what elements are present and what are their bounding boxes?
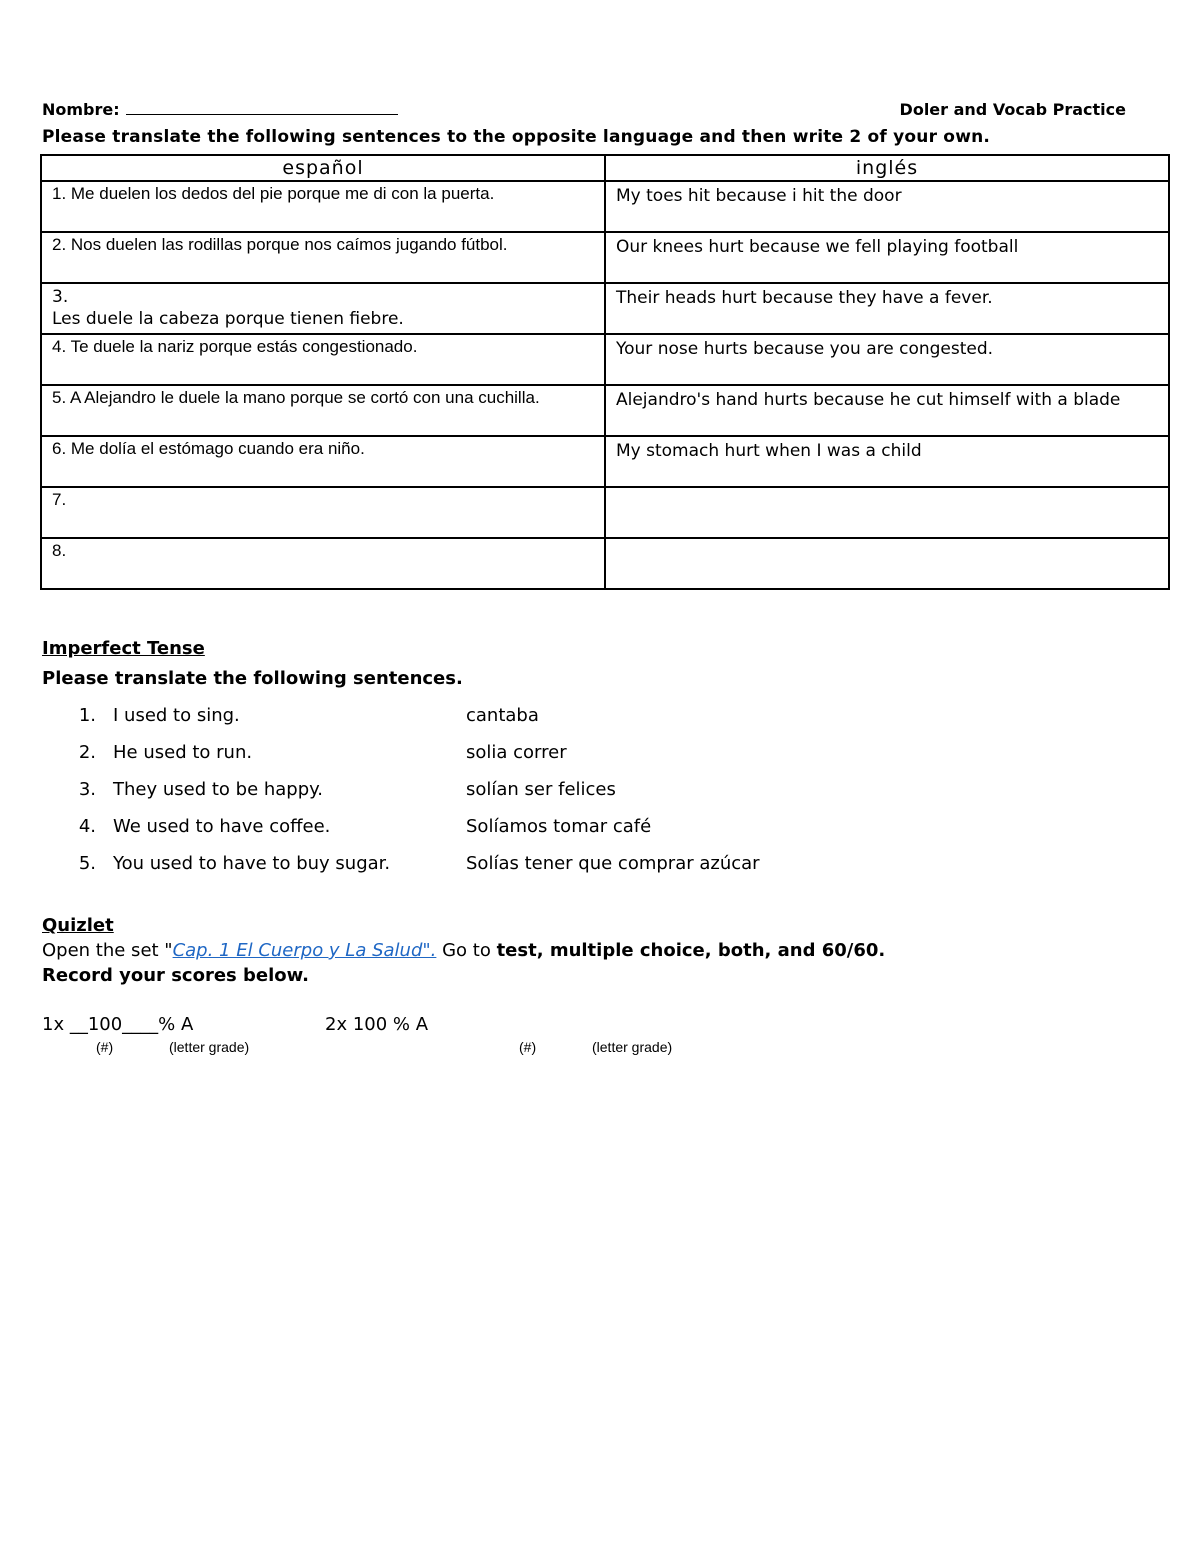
spanish-cell[interactable]: 8.: [41, 538, 605, 589]
spanish-cell[interactable]: 2. Nos duelen las rodillas porque nos caímos jugando fútbol.: [41, 232, 605, 283]
table-header-row: [41, 155, 1169, 181]
english-cell[interactable]: Our knees hurt because we fell playing football: [605, 232, 1169, 283]
spanish-cell[interactable]: 7.: [41, 487, 605, 538]
list-item-english: They used to be happy.: [113, 779, 323, 800]
spanish-cell[interactable]: [41, 283, 605, 334]
imperfect-subtitle: Please translate the following sentences.: [42, 668, 463, 689]
row-number: 3.: [52, 287, 69, 307]
list-item-english: He used to run.: [113, 742, 253, 763]
english-cell[interactable]: Your nose hurts because you are congested.: [605, 334, 1169, 385]
english-cell[interactable]: Alejandro's hand hurts because he cut himself with a blade: [605, 385, 1169, 436]
list-item-number: 2.: [78, 742, 96, 763]
list-item-number: 1.: [78, 705, 96, 726]
score-attempt-2[interactable]: 2x 100 % A: [325, 1014, 429, 1035]
spanish-sentence: Les duele la cabeza porque tienen fiebre.: [52, 309, 404, 329]
table-row: [41, 487, 1169, 538]
translation-table: [40, 154, 1170, 590]
letter-grade-hint: (letter grade): [169, 1039, 250, 1055]
list-item-answer[interactable]: solia correr: [466, 742, 567, 763]
column-header-espanol: español: [41, 155, 605, 181]
table-row: [41, 538, 1169, 589]
english-cell[interactable]: [605, 487, 1169, 538]
english-cell[interactable]: Their heads hurt because they have a fever.: [605, 283, 1169, 334]
list-item-english: We used to have coffee.: [113, 816, 331, 837]
list-item-answer[interactable]: solían ser felices: [466, 779, 616, 800]
letter-grade-hint: (letter grade): [592, 1039, 673, 1055]
english-cell[interactable]: [605, 538, 1169, 589]
nombre-label: Nombre:: [42, 100, 398, 119]
score-attempt-1[interactable]: 1x __100____% A: [42, 1014, 194, 1035]
score-number-hint: (#): [96, 1039, 114, 1055]
list-item-number: 3.: [78, 779, 96, 800]
table-row: [41, 334, 1169, 385]
quizlet-title: Quizlet: [42, 915, 114, 936]
english-cell[interactable]: My toes hit because i hit the door: [605, 181, 1169, 232]
list-item-answer[interactable]: Solías tener que comprar azúcar: [466, 853, 760, 874]
record-scores-label: Record your scores below.: [42, 965, 309, 986]
spanish-cell[interactable]: 5. A Alejandro le duele la mano porque se cortó con una cuchilla.: [41, 385, 605, 436]
list-item-number: 5.: [78, 853, 96, 874]
document-title: Doler and Vocab Practice: [899, 100, 1126, 119]
table-row: [41, 385, 1169, 436]
table-row: [41, 232, 1169, 283]
column-header-ingles: inglés: [605, 155, 1169, 181]
table-row: [41, 181, 1169, 232]
list-item-english: You used to have to buy sugar.: [113, 853, 391, 874]
table-row: [41, 436, 1169, 487]
table-row: [41, 283, 1169, 334]
list-item-answer[interactable]: Solíamos tomar café: [466, 816, 652, 837]
list-item-number: 4.: [78, 816, 96, 837]
quizlet-set-link[interactable]: Cap. 1 El Cuerpo y La Salud".: [172, 940, 437, 961]
spanish-cell[interactable]: 4. Te duele la nariz porque estás congestionado.: [41, 334, 605, 385]
score-number-hint: (#): [519, 1039, 537, 1055]
nombre-blank-line[interactable]: [126, 100, 398, 115]
instructions: Please translate the following sentences to the opposite language and then write 2 of your own.: [42, 127, 991, 147]
spanish-cell[interactable]: 6. Me dolía el estómago cuando era niño.: [41, 436, 605, 487]
english-cell[interactable]: My stomach hurt when I was a child: [605, 436, 1169, 487]
spanish-cell[interactable]: 1. Me duelen los dedos del pie porque me di con la puerta.: [41, 181, 605, 232]
quizlet-instructions: Open the set "Cap. 1 El Cuerpo y La Salud". Go to test, multiple choice, both, and 60/60.: [42, 940, 886, 961]
list-item-english: I used to sing.: [113, 705, 240, 726]
imperfect-title: Imperfect Tense: [42, 638, 205, 659]
list-item-answer[interactable]: cantaba: [466, 705, 539, 726]
